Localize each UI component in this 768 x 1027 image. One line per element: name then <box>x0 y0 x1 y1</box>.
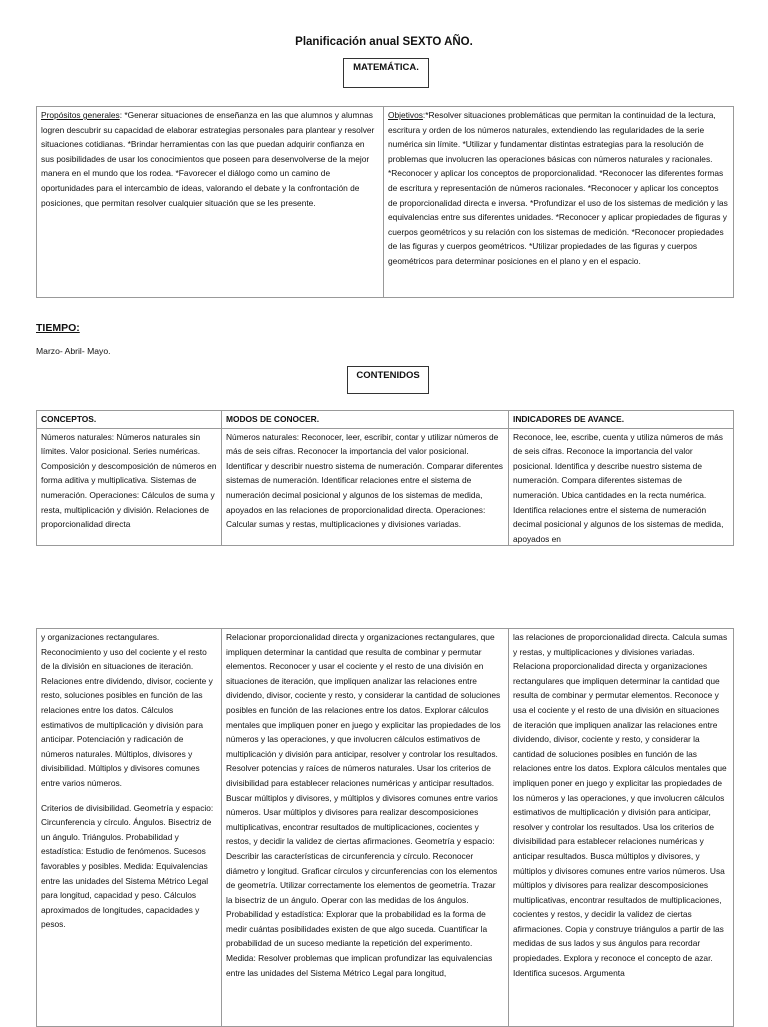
tiempo-heading: TIEMPO: <box>36 322 80 334</box>
tiempo-value: Marzo- Abril- Mayo. <box>36 346 111 356</box>
purposes-objectives-table <box>36 106 734 298</box>
indicadores-text-2: las relaciones de proporcionalidad directa. Calcula sumas y restas, y multiplicaciones y divisiones variadas. Relaciona proporcionalidad directa y organizaciones rectangulares que impliquen determinar la cantidad que resulta de combinar y permutar elementos. Reconoce y usa el cociente y el resto de una división en situaciones de iteración que impliquen analizar las relaciones entre dividendo, divisor, cociente y resto, y considerar la cantidad de soluciones posibles en función de las relaciones entre los datos. Explora cálculos mentales que impliquen poner en juego y explicitar las propiedades de los números y las operaciones, y que involucren cálculos estimativos de multiplicación y división para anticipar, resolver y controlar los resultados. Usa los criterios de divisibilidad para establecer relaciones numéricas y anticipar resultados. Busca múltiplos y divisores, y múltiplos y divisores comunes entre varios números. Usa múltiplos y divisores para realizar descomposiciones multiplicativas, encontrar resultados de multiplicaciones, cocientes y restos, y decidir la validez de ciertas afirmaciones. Copia y construye triángulos a partir de las medidas de sus lados y sus ángulos para recordar propiedades. Explora y reconoce el concepto de azar. Identifica sucesos. Argumenta <box>513 632 728 978</box>
indicadores-cell-2 <box>509 629 734 1027</box>
objectives-text: :*Resolver situaciones problemáticas que permitan la continuidad de la lectura, escritura y orden de los números naturales, extendiendo las regularidades de la serie numérica sin límite. *Utilizar y fundamentar distintas estrategias para la resolución de problemas que involucren las operaciones básicas con números naturales y racionales. *Reconocer y aplicar los conceptos de proporcionalidad. *Reconocer las diferentes formas de escritura y representación de números racionales. *Reconocer y aplicar los conceptos de proporcionalidad directa e inversa. *Profundizar el uso de los sistemas de medición y las equivalencias entre sus diferentes unidades. *Reconocer y aplicar propiedades de figuras y cuerpos geométricos y su relación con los sistemas de medición. *Reconocer propiedades de las figuras y cuerpos geométricos. *Utilizar propiedades de las figuras y cuerpos geométricos para determinar posiciones en el plano y en el espacio. <box>388 110 728 266</box>
subject-box: MATEMÁTICA. <box>343 58 429 88</box>
contents-table-page1 <box>36 410 734 546</box>
header-conceptos: CONCEPTOS. <box>37 411 222 429</box>
conceptos-text-2b: Criterios de divisibilidad. Geometría y espacio: Circunferencia y círculo. Ángulos. Bisectriz de un ángulo. Triángulos. Probabilidad y estadística: Estudio de fenómenos. Sucesos favorables y posibles. Medida: Equivalencias entre las unidades del Sistema Métrico Legal para longitud, capacidad y peso. Cálculos aproximados de longitudes, capacidades y pesos. <box>41 802 214 930</box>
conceptos-cell <box>37 428 222 545</box>
modos-text-2: Relacionar proporcionalidad directa y organizaciones rectangulares, que impliquen determinar la cantidad que resulta de combinar y permutar elementos. Reconocer y usar el cociente y el resto de una división en situaciones de iteración, que impliquen analizar las relaciones entre dividendo, divisor, cociente y resto, y considerar la cantidad de soluciones posibles en función de las relaciones entre los datos. Explorar cálculos mentales que impliquen poner en juego y explicitar las propiedades de los números y las operaciones, y que involucren cálculos estimativos de multiplicación y división para anticipar, resolver y controlar los resultados. Resolver potencias y raíces de números naturales. Usar los criterios de divisibilidad para establecer relaciones numéricas y anticipar resultados. Buscar múltiplos y divisores, y múltiplos y divisores comunes entre varios números. Usar múltiplos y divisores para realizar descomposiciones multiplicativas, encontrar resultados de multiplicaciones, cocientes y restos, y decidir la validez de ciertas afirmaciones. Geometría y espacio: Describir las características de circunferencia y círculo. Reconocer diámetro y longitud. Graficar círculos y circunferencias con los elementos de geometría. Utilizar correctamente los elementos de geometría. Trazar la bisectriz de un ángulo. Operar con las medidas de los ángulos. Probabilidad y estadística: Explorar que la probabilidad es la forma de medir cuántas posibilidades existen de que algo suceda. Cuantificar la probabilidad de un suceso mediante la repetición del experimento. Medida: Resolver problemas que implican profundizar las equivalencias entre las unidades del Sistema Métrico Legal para longitud, <box>226 632 501 978</box>
header-indicadores: INDICADORES DE AVANCE. <box>509 411 734 429</box>
contenidos-box: CONTENIDOS <box>347 366 429 394</box>
conceptos-cell-2 <box>37 629 222 1027</box>
modos-text: Números naturales: Reconocer, leer, escribir, contar y utilizar números de más de seis cifras. Reconocer la importancia del valor posicional. Identificar y describir nuestro sistema de numeración. Comparar diferentes sistemas de numeración. Identificar relaciones entre el sistema de numeración decimal posicional y algunos de los sistemas de medida, apoyados en las relaciones de proporcionalidad directa. Operaciones: Calcular sumas y restas, multiplicaciones y divisiones variadas. <box>226 431 503 530</box>
conceptos-text: Números naturales: Números naturales sin límites. Valor posicional. Series numéricas. Composición y descomposición de números en forma aditiva y multiplicativa. Sistemas de numeración. Operaciones: Cálculos de suma y resta, multiplicación y división. Relaciones de proporcionalidad directa <box>41 431 217 530</box>
purposes-cell <box>37 107 384 298</box>
indicadores-cell <box>509 428 734 545</box>
indicadores-text: Reconoce, lee, escribe, cuenta y utiliza números de más de seis cifras. Reconoce la importancia del valor posicional. Identifica y describe nuestro sistema de numeración. Compara diferentes sistemas de numeración. Ubica cantidades en la recta numérica. Identifica relaciones entre el sistema de numeración decimal posicional y algunos de los sistemas de medida, apoyados en <box>513 431 724 544</box>
objectives-cell <box>384 107 734 298</box>
purposes-text: : *Generar situaciones de enseñanza en las que alumnos y alumnas logren descubrir su capacidad de elaborar estrategias personales para plantear y resolver situaciones cotidianas. *Brindar herramientas con las que puedan adquirir confianza en sus posibilidades de usar los conocimientos que poseen para desenvolverse de la mejor manera en el mundo que los rodea. *Favorecer el diálogo como un camino de oportunidades para el intercambio de ideas, valorando el debate y la confrontación de posiciones, que permitan resolver cualquier situación que se les presente. <box>41 110 375 208</box>
objectives-label: Objetivos <box>388 110 423 120</box>
contents-table-page2 <box>36 628 734 1027</box>
document-title: Planificación anual SEXTO AÑO. <box>295 36 473 48</box>
header-modos: MODOS DE CONOCER. <box>222 411 509 429</box>
modos-cell <box>222 428 509 545</box>
purposes-label: Propósitos generales <box>41 110 120 120</box>
modos-cell-2 <box>222 629 509 1027</box>
conceptos-text-2a: y organizaciones rectangulares. Reconocimiento y uso del cociente y el resto de la división en situaciones de iteración. Relaciones entre dividendo, divisor, cociente y resto, soluciones posibles en función de las relaciones entre los datos. Cálculos estimativos de multiplicación y división para anticipar. Potenciación y radicación de números naturales. Múltiplos, divisores y divisibilidad. Múltiplos y divisores comunes entre varios números. <box>41 632 213 788</box>
